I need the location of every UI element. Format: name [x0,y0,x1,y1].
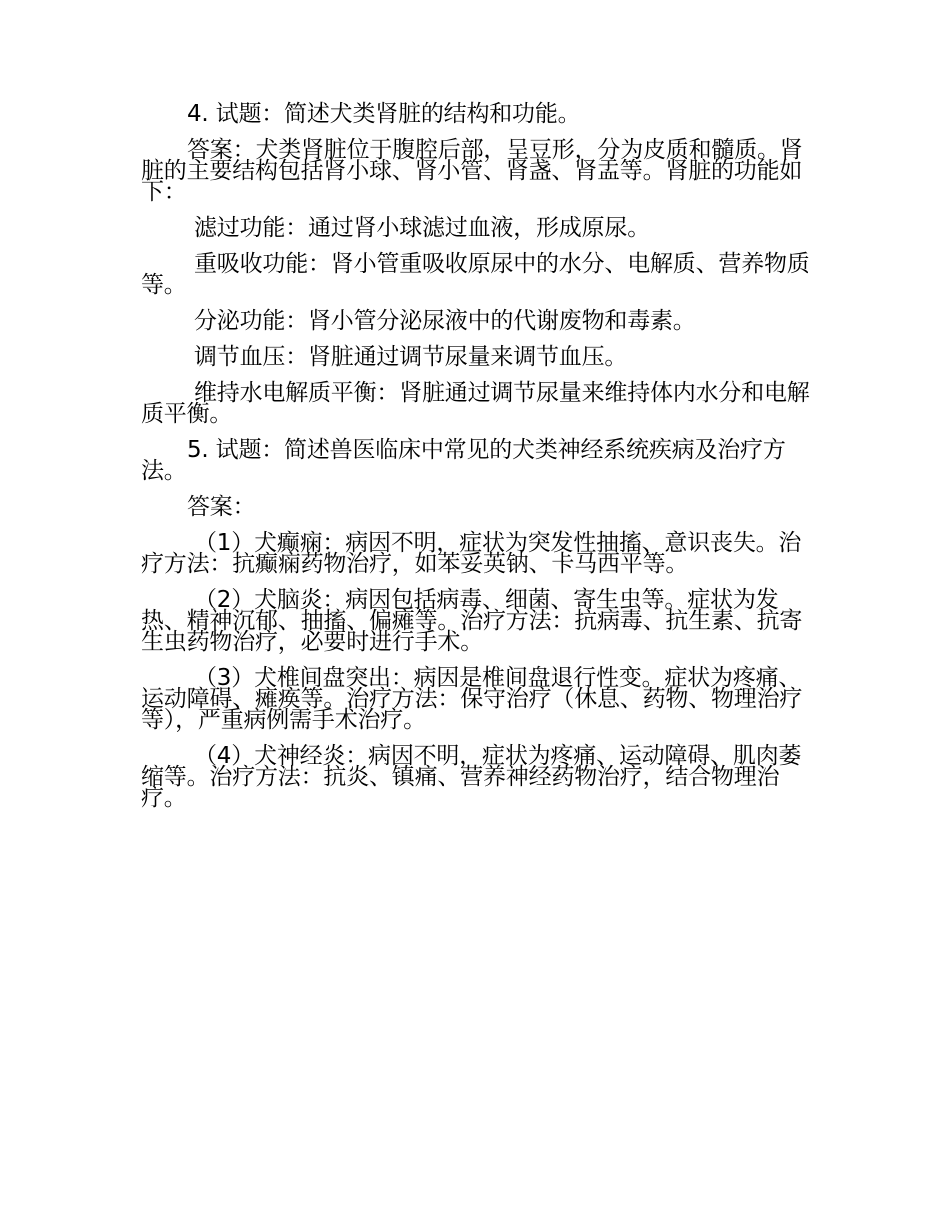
disease-epilepsy: （1）犬癫痫：病因不明，症状为突发性抽搐、意识丧失。治疗方法：抗癫痫药物治疗，如苯妥英钠、卡马西平等。 [141,530,802,577]
question-4: 4. 试题：简述犬类肾脏的结构和功能。 [187,101,581,127]
kidney-function-secretion: 分泌功能：肾小管分泌尿液中的代谢废物和毒素。 [194,308,696,334]
kidney-function-electrolyte-balance: 维持水电解质平衡：肾脏通过调节尿量来维持体内水分和电解质平衡。 [141,380,810,427]
document-page [141,101,813,824]
disease-disc-herniation: （3）犬椎间盘突出：病因是椎间盘退行性变。症状为疼痛、运动障碍、瘫痪等。治疗方法：保守治疗（休息、药物、物理治疗等），严重病例需手术治疗。 [141,665,803,733]
kidney-function-reabsorption: 重吸收功能：肾小管重吸收原尿中的水分、电解质、营养物质等。 [141,251,810,298]
kidney-function-blood-pressure: 调节血压：肾脏通过调节尿量来调节血压。 [194,344,628,370]
kidney-function-filtration: 滤过功能：通过肾小球滤过血液，形成原尿。 [194,215,651,241]
answer-4-intro: 答案：犬类肾脏位于腹腔后部，呈豆形，分为皮质和髓质。肾脏的主要结构包括肾小球、肾小管、肾盏、肾盂等。肾脏的功能如下： [141,137,803,205]
question-5: 5. 试题：简述兽医临床中常见的犬类神经系统疾病及治疗方法。 [141,437,786,484]
disease-neuritis: （4）犬神经炎：病因不明，症状为疼痛、运动障碍、肌肉萎缩等。治疗方法：抗炎、镇痛、营养神经药物治疗，结合物理治疗。 [141,743,802,811]
answer-5-label: 答案： [187,494,256,520]
disease-encephalitis: （2）犬脑炎：病因包括病毒、细菌、寄生虫等。症状为发热、精神沉郁、抽搐、偏瘫等。治疗方法：抗病毒、抗生素、抗寄生虫药物治疗，必要时进行手术。 [141,587,803,655]
